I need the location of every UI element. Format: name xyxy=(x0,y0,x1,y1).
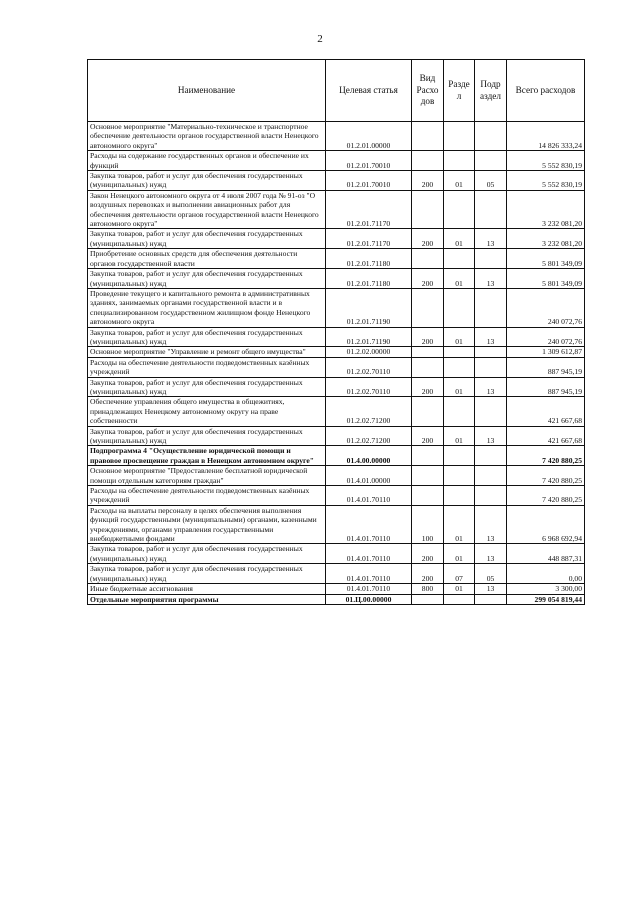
row-section xyxy=(444,122,475,151)
row-target-code: 01.4.01.70110 xyxy=(326,544,412,564)
row-name: Отдельные мероприятия программы xyxy=(88,594,326,604)
table-row xyxy=(88,151,585,171)
row-name: Закупка товаров, работ и услуг для обеспечения государственных (муниципальных) нужд xyxy=(88,229,326,249)
row-target-code: 01.4.01.00000 xyxy=(326,466,412,486)
row-target-code: 01.2.01.70010 xyxy=(326,151,412,171)
row-amount: 5 801 349,09 xyxy=(507,269,585,289)
row-subsection xyxy=(475,357,507,377)
row-target-code: 01.2.01.00000 xyxy=(326,122,412,151)
row-target-code: 01.2.02.00000 xyxy=(326,347,412,357)
row-subsection xyxy=(475,190,507,229)
row-section xyxy=(444,288,475,327)
row-name: Иные бюджетные ассигнования xyxy=(88,584,326,594)
row-name: Закупка товаров, работ и услуг для обеспечения государственных (муниципальных) нужд xyxy=(88,544,326,564)
row-expense-type xyxy=(412,190,444,229)
row-subsection xyxy=(475,397,507,426)
row-expense-type: 100 xyxy=(412,505,444,544)
row-subsection: 13 xyxy=(475,229,507,249)
row-amount: 887 945,19 xyxy=(507,377,585,397)
row-expense-type: 200 xyxy=(412,377,444,397)
table-row xyxy=(88,357,585,377)
table-row xyxy=(88,544,585,564)
header-expense-type: Вид Расхо дов xyxy=(412,60,444,122)
row-amount: 5 801 349,09 xyxy=(507,249,585,269)
row-name: Закупка товаров, работ и услуг для обеспечения государственных (муниципальных) нужд xyxy=(88,171,326,191)
row-target-code: 01.2.02.70110 xyxy=(326,357,412,377)
table-row xyxy=(88,446,585,466)
header-name: Наименование xyxy=(88,60,326,122)
header-section: Разде л xyxy=(444,60,475,122)
row-expense-type: 200 xyxy=(412,544,444,564)
row-target-code: 01.4.01.70110 xyxy=(326,505,412,544)
row-expense-type xyxy=(412,347,444,357)
row-section xyxy=(444,347,475,357)
row-amount: 240 072,76 xyxy=(507,288,585,327)
row-section: 01 xyxy=(444,426,475,446)
row-amount: 448 887,31 xyxy=(507,544,585,564)
table-row xyxy=(88,584,585,594)
table-row xyxy=(88,229,585,249)
row-name: Закупка товаров, работ и услуг для обеспечения государственных (муниципальных) нужд xyxy=(88,564,326,584)
row-amount: 887 945,19 xyxy=(507,357,585,377)
row-section xyxy=(444,190,475,229)
header-total: Всего расходов xyxy=(507,60,585,122)
row-amount: 7 420 880,25 xyxy=(507,486,585,506)
row-expense-type xyxy=(412,249,444,269)
row-subsection: 13 xyxy=(475,377,507,397)
row-amount: 3 300,00 xyxy=(507,584,585,594)
row-target-code: 01.4.01.70110 xyxy=(326,564,412,584)
row-section: 01 xyxy=(444,269,475,289)
header-target: Целевая статья xyxy=(326,60,412,122)
row-expense-type xyxy=(412,288,444,327)
row-section xyxy=(444,151,475,171)
table-row xyxy=(88,564,585,584)
row-section xyxy=(444,594,475,604)
row-subsection xyxy=(475,486,507,506)
row-section xyxy=(444,249,475,269)
row-expense-type: 200 xyxy=(412,426,444,446)
row-name: Закупка товаров, работ и услуг для обеспечения государственных (муниципальных) нужд xyxy=(88,269,326,289)
row-target-code: 01.2.02.71200 xyxy=(326,397,412,426)
row-target-code: 01.2.02.71200 xyxy=(326,426,412,446)
table-row xyxy=(88,505,585,544)
row-expense-type xyxy=(412,466,444,486)
row-subsection: 05 xyxy=(475,171,507,191)
row-section xyxy=(444,357,475,377)
row-expense-type: 200 xyxy=(412,229,444,249)
table-row xyxy=(88,466,585,486)
row-subsection xyxy=(475,151,507,171)
page-number: 2 xyxy=(317,33,323,45)
table-row xyxy=(88,249,585,269)
row-amount: 299 054 819,44 xyxy=(507,594,585,604)
table-row xyxy=(88,171,585,191)
row-name: Основное мероприятие "Управление и ремонт общего имущества" xyxy=(88,347,326,357)
row-section xyxy=(444,397,475,426)
row-amount: 421 667,68 xyxy=(507,426,585,446)
row-subsection xyxy=(475,446,507,466)
row-expense-type: 800 xyxy=(412,584,444,594)
row-subsection: 13 xyxy=(475,426,507,446)
row-expense-type: 200 xyxy=(412,327,444,347)
table-row xyxy=(88,269,585,289)
row-section: 01 xyxy=(444,544,475,564)
row-target-code: 01.4.01.70110 xyxy=(326,584,412,594)
budget-table xyxy=(87,59,585,605)
row-name: Расходы на обеспечение деятельности подведомственных казённых учреждений xyxy=(88,486,326,506)
row-expense-type: 200 xyxy=(412,171,444,191)
row-subsection xyxy=(475,594,507,604)
row-section: 01 xyxy=(444,171,475,191)
row-subsection xyxy=(475,249,507,269)
table-row xyxy=(88,288,585,327)
row-amount: 0,00 xyxy=(507,564,585,584)
row-subsection: 13 xyxy=(475,269,507,289)
row-amount: 3 232 081,20 xyxy=(507,190,585,229)
row-name: Расходы на выплаты персоналу в целях обеспечения выполнения функций государственными (муниципальными) органами, казенными учреждениями, органами управления государственными внебюджетными фондами xyxy=(88,505,326,544)
row-name: Проведение текущего и капитального ремонта в административных зданиях, занимаемых органами государственной власти и в специализированном государственном жилищном фонде Ненецкого автономного округа xyxy=(88,288,326,327)
table-row xyxy=(88,190,585,229)
row-section: 01 xyxy=(444,327,475,347)
row-target-code: 01.2.01.71170 xyxy=(326,190,412,229)
row-name: Закон Ненецкого автономного округа от 4 июля 2007 года № 91-оз "О воздушных перевозках и выполнении авиационных работ для обеспечения деятельности органов государственной власти Ненецкого автономного округа" xyxy=(88,190,326,229)
row-amount: 7 420 880,25 xyxy=(507,446,585,466)
row-target-code: 01.Ц.00.00000 xyxy=(326,594,412,604)
row-name: Закупка товаров, работ и услуг для обеспечения государственных (муниципальных) нужд xyxy=(88,327,326,347)
row-name: Расходы на содержание государственных органов и обеспечение их функций xyxy=(88,151,326,171)
row-name: Закупка товаров, работ и услуг для обеспечения государственных (муниципальных) нужд xyxy=(88,377,326,397)
row-section: 01 xyxy=(444,229,475,249)
row-target-code: 01.2.01.71190 xyxy=(326,288,412,327)
table-body xyxy=(88,122,585,605)
table-row xyxy=(88,397,585,426)
row-expense-type xyxy=(412,486,444,506)
row-section xyxy=(444,486,475,506)
row-section xyxy=(444,466,475,486)
row-name: Основное мероприятие "Материально-техническое и транспортное обеспечение деятельности органов государственной власти Ненецкого автономного округа" xyxy=(88,122,326,151)
row-target-code: 01.2.01.71190 xyxy=(326,327,412,347)
row-subsection xyxy=(475,122,507,151)
table-row xyxy=(88,594,585,604)
row-target-code: 01.4.00.00000 xyxy=(326,446,412,466)
row-section: 01 xyxy=(444,584,475,594)
row-expense-type xyxy=(412,122,444,151)
row-expense-type xyxy=(412,594,444,604)
row-amount: 240 072,76 xyxy=(507,327,585,347)
row-section: 01 xyxy=(444,505,475,544)
row-subsection xyxy=(475,466,507,486)
table-row xyxy=(88,327,585,347)
table-row xyxy=(88,426,585,446)
row-amount: 5 552 830,19 xyxy=(507,151,585,171)
row-name: Основное мероприятие "Предоставление бесплатной юридической помощи отдельным категориям граждан" xyxy=(88,466,326,486)
row-name: Приобретение основных средств для обеспечения деятельности органов государственной власти xyxy=(88,249,326,269)
row-expense-type: 200 xyxy=(412,564,444,584)
row-subsection: 13 xyxy=(475,584,507,594)
row-section: 01 xyxy=(444,377,475,397)
row-amount: 3 232 081,20 xyxy=(507,229,585,249)
row-expense-type xyxy=(412,151,444,171)
row-subsection: 05 xyxy=(475,564,507,584)
row-amount: 421 667,68 xyxy=(507,397,585,426)
row-amount: 6 968 692,94 xyxy=(507,505,585,544)
row-amount: 5 552 830,19 xyxy=(507,171,585,191)
table-row xyxy=(88,377,585,397)
row-target-code: 01.2.02.70110 xyxy=(326,377,412,397)
row-target-code: 01.4.01.70110 xyxy=(326,486,412,506)
table-row xyxy=(88,486,585,506)
row-section: 07 xyxy=(444,564,475,584)
row-subsection: 13 xyxy=(475,544,507,564)
row-subsection xyxy=(475,347,507,357)
row-amount: 1 309 612,87 xyxy=(507,347,585,357)
row-name: Закупка товаров, работ и услуг для обеспечения государственных (муниципальных) нужд xyxy=(88,426,326,446)
row-subsection: 13 xyxy=(475,327,507,347)
table-row xyxy=(88,347,585,357)
row-amount: 14 826 333,24 xyxy=(507,122,585,151)
row-name: Расходы на обеспечение деятельности подведомственных казённых учреждений xyxy=(88,357,326,377)
row-expense-type xyxy=(412,446,444,466)
table-row xyxy=(88,122,585,151)
row-expense-type xyxy=(412,397,444,426)
row-target-code: 01.2.01.71170 xyxy=(326,229,412,249)
row-name: Обеспечение управления общего имущества в общежитиях, принадлежащих Ненецкому автономному округу на праве собственности xyxy=(88,397,326,426)
row-subsection: 13 xyxy=(475,505,507,544)
row-name: Подпрограмма 4 "Осуществление юридической помощи и правовое просвещение граждан в Ненецком автономном округе" xyxy=(88,446,326,466)
header-row xyxy=(88,60,585,122)
row-section xyxy=(444,446,475,466)
header-subsection: Подр аздел xyxy=(475,60,507,122)
row-expense-type: 200 xyxy=(412,269,444,289)
row-target-code: 01.2.01.71180 xyxy=(326,249,412,269)
row-subsection xyxy=(475,288,507,327)
row-amount: 7 420 880,25 xyxy=(507,466,585,486)
row-target-code: 01.2.01.70010 xyxy=(326,171,412,191)
row-target-code: 01.2.01.71180 xyxy=(326,269,412,289)
row-expense-type xyxy=(412,357,444,377)
